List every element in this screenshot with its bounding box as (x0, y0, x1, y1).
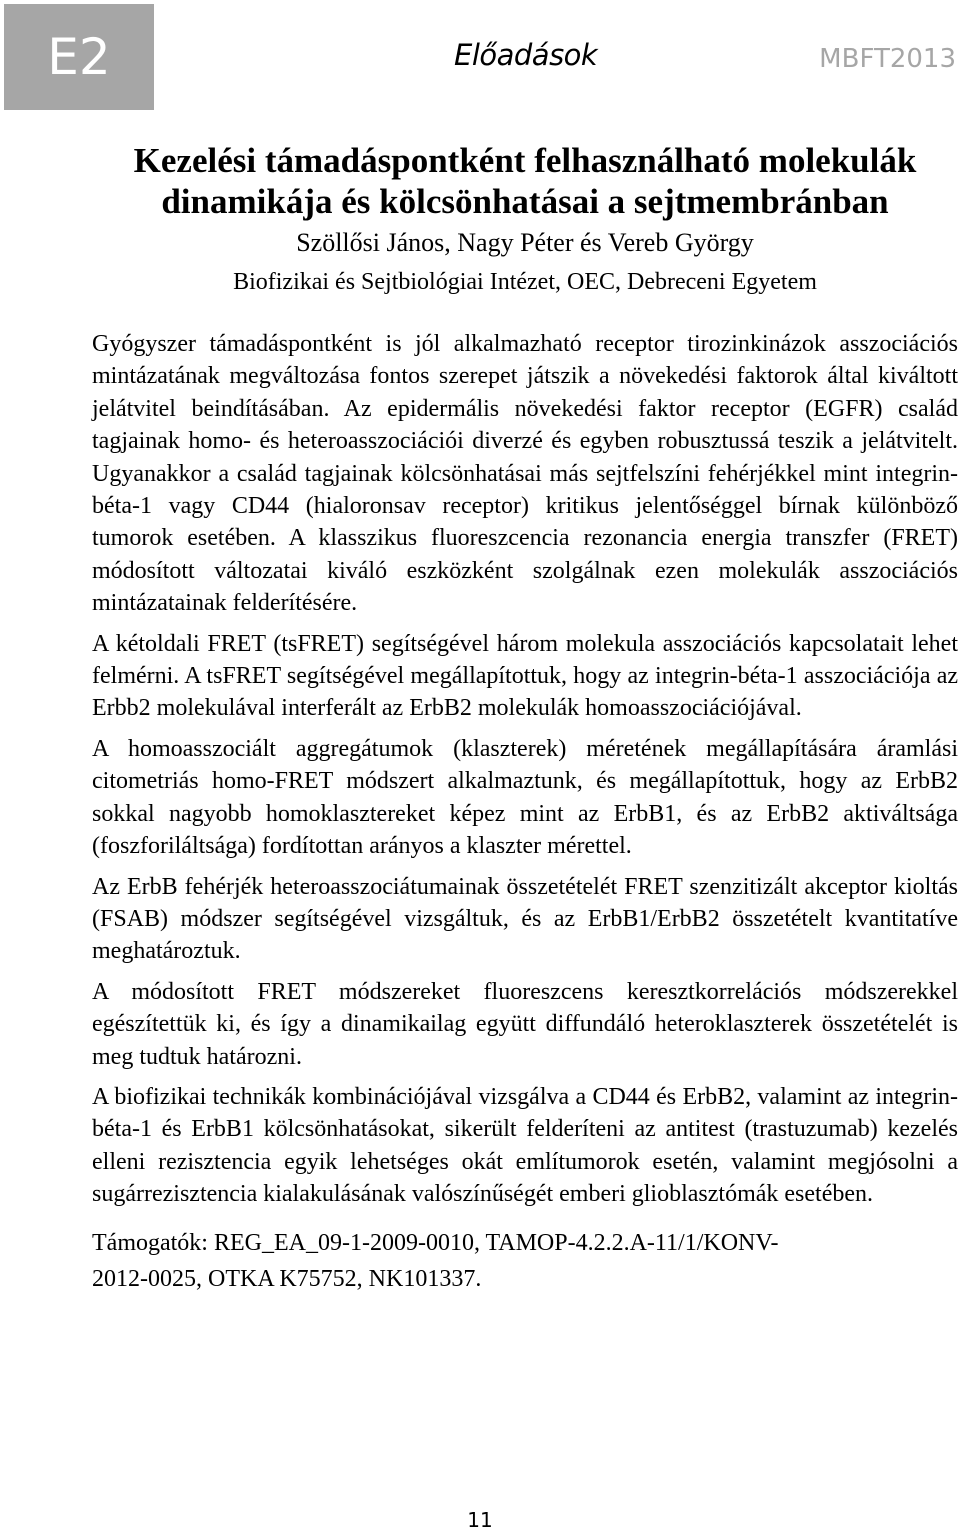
paragraph: A kétoldali FRET (tsFRET) segítségével három molekula asszociációs kapcsolatait lehet felmérni. A tsFRET segítségével megállapítottuk, hogy az integrin-béta-1 asszociációja az Erbb2 molekulával interferált az ErbB2 molekulák homoasszociációjával. (92, 630, 958, 722)
paragraph: A módosított FRET módszereket fluoreszcens keresztkorrelációs módszerekkel egészítettük ki, és így a dinamikailag együtt diffundáló heteroklaszterek összetételét is meg tudtuk határozni. (92, 978, 958, 1070)
page-number: 11 (467, 1508, 493, 1532)
paragraph: Gyógyszer támadáspontként is jól alkalmazható receptor tirozinkinázok asszociációs mintázatának megváltozása fontos szerepet játszik a növekedési faktorok által kiváltott jelátvitel beindításában. Az epidermális növekedési faktor receptor (EGFR) család tagjainak homo- és heteroasszociációi diverzé és egyben robusztussá teszik a jelátvitelt. Ugyanakkor a család tagjainak kölcsönhatásai más sejtfelszíni fehérjékkel mint integrin-béta-1 vagy CD44 (hialoronsav receptor) kritikus jelentőséggel bírnak különböző tumorok esetében. A klasszikus fluoreszcencia rezonancia energia transzfer (FRET) módosított változatai kiváló eszközként szolgálnak ezen molekulák asszociációs mintázatainak felderítésére. (92, 331, 958, 617)
section-badge: E2 (4, 4, 154, 110)
paragraph: A homoasszociált aggregátumok (klaszterek) méretének megállapítására áramlási citometriás homo-FRET módszert alkalmaztunk, és megállapítottuk, hogy az ErbB2 sokkal nagyobb homoklasztereket képez mint az ErbB1, és az ErbB2 aktiváltsága (foszforiláltsága) fordítottan arányos a klaszter mérettel. (92, 735, 958, 860)
abstract-title (92, 140, 958, 222)
title-line: dinamikája és kölcsönhatásai a sejtmembránban (161, 182, 889, 221)
conference-label: MBFT2013 (819, 44, 956, 74)
authors: Szöllősi János, Nagy Péter és Vereb György (296, 228, 754, 257)
paragraph: Az ErbB fehérjék heteroasszociátumainak összetételét FRET szenzitizált akceptor kioltás (FSAB) módszer segítségével vizsgáltuk, és az ErbB1/ErbB2 összetételt kvantitatíve meghatároztuk. (92, 873, 958, 965)
affiliation: Biofizikai és Sejtbiológiai Intézet, OEC, Debreceni Egyetem (233, 269, 817, 295)
abstract-body (92, 328, 958, 1211)
section-label: Előadások (454, 38, 598, 72)
paragraph: A biofizikai technikák kombinációjával vizsgálva a CD44 és ErbB2, valamint az integrin-béta-1 és ErbB1 kölcsönhatásokat, sikerült felderíteni az antitest (trastuzumab) kezelés elleni rezisztencia egyik lehetséges okát említumorok esetén, valamint megjósolni a sugárrezisztencia kialakulásának valószínűségét emberi glioblasztómák esetében. (92, 1083, 958, 1208)
title-line: Kezelési támadáspontként felhasználható molekulák (133, 141, 917, 180)
funding-line: Támogatók: REG_EA_09-1-2009-0010, TAMOP-4.2.2.A-11/1/KONV- (92, 1229, 779, 1256)
page-header (0, 0, 960, 115)
abstract-content (92, 140, 958, 1297)
funding-line: 2012-0025, OTKA K75752, NK101337. (92, 1265, 482, 1292)
funding-acknowledgement (92, 1225, 958, 1297)
